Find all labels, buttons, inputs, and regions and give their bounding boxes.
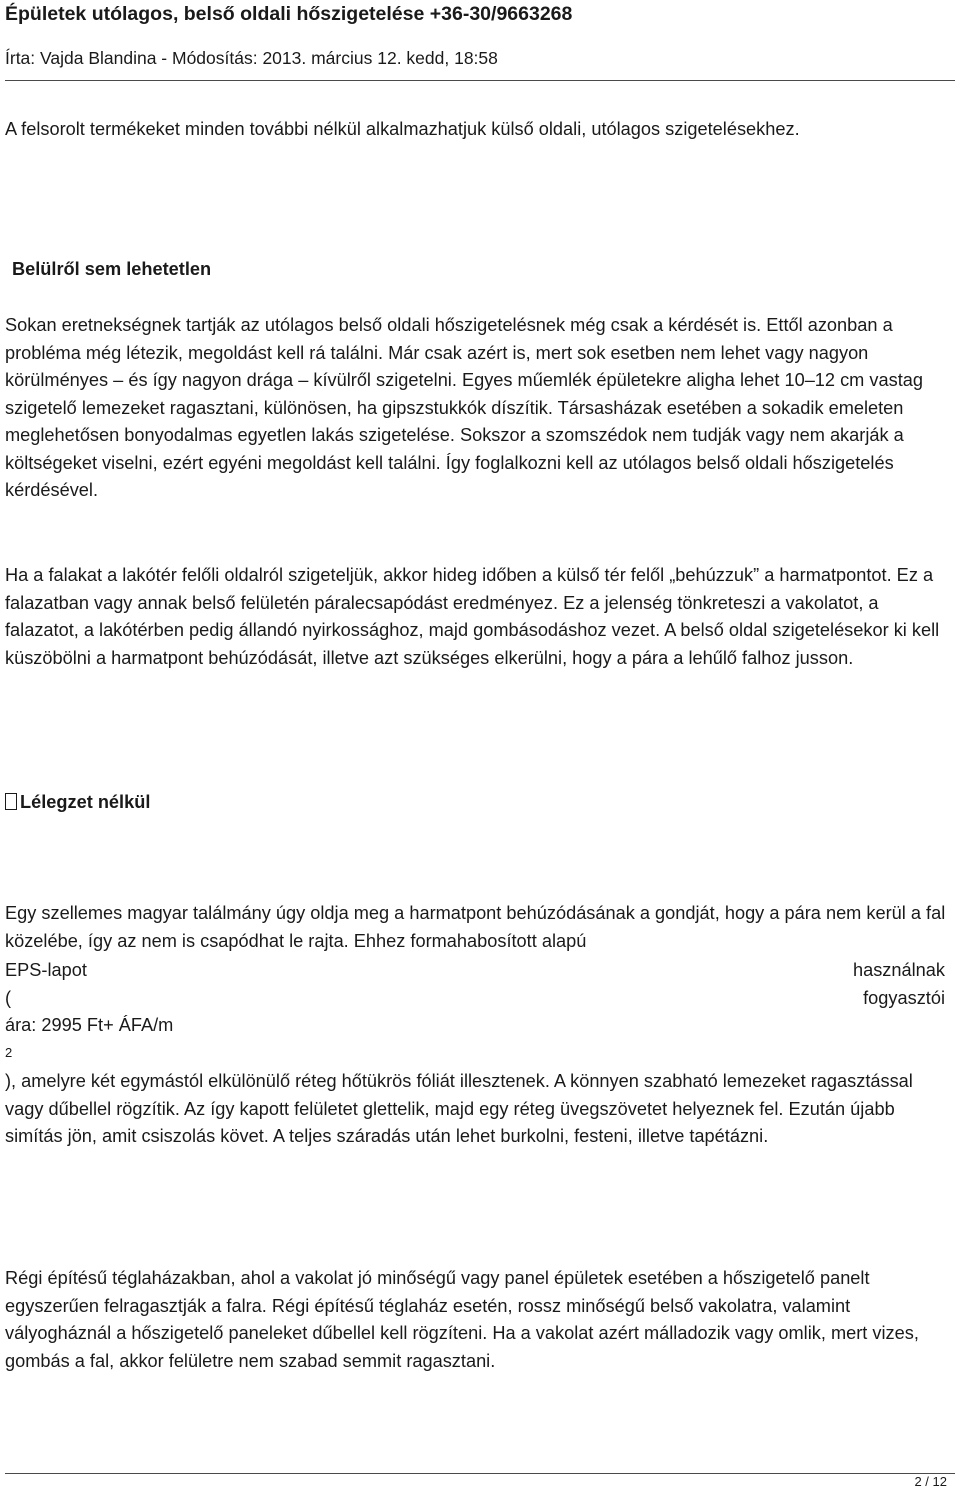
section1-paragraph-1: Sokan eretnekségnek tartják az utólagos belső oldali hőszigetelésnek még csak a kérdését is. Ettől azonban a probléma még létezik, megoldást kell rá találni. Már csak azért is, mert sok esetben nem lehet vagy nagyon körülményes – és így nagyon drága – kívülről szigetelni. Egyes műemlék épületekre aligha lehet 10–12 cm vastag szigetelő lemezeket ragasztani, különösen, ha gipszstukkók díszítik. Társasházak esetében a sokadik emeleten meglehetősen bonyodalmas egyetlen lakás szigetelése. Sokszor a szomszédok nem tudják vagy nem akarják a költségeket viselni, ezért egyéni megoldást kell találni. Így foglalkozni kell az utólagos belső oldali hőszigetelés kérdésével. xyxy=(5,315,923,500)
footer-divider xyxy=(5,1473,955,1474)
section2-split-line-b xyxy=(5,985,945,1013)
section2-split-line-a xyxy=(5,957,945,985)
section2-paragraph-3: Régi építésű téglaházakban, ahol a vakolat jó minőségű vagy panel épületek esetében a hőszigetelő panelt egyszerűen felragasztják a falra. Régi építésű téglaház esetén, rossz minőségű belső vakolatra, valamint vályogháznál a hőszigetelő paneleket dűbellel kell rögzíteni. Ha a vakolat azért málladozik vagy omlik, mert vizes, gombás a fal, akkor felületre nem szabad semmit ragasztani. xyxy=(5,1268,919,1371)
section-heading-breathless xyxy=(5,789,150,817)
split-line-b-right: fogyasztói xyxy=(863,988,945,1008)
author-byline: Írta: Vajda Blandina - Módosítás: 2013. március 12. kedd, 18:58 xyxy=(5,48,498,68)
split-line-a-right: használnak xyxy=(852,960,945,980)
section-heading-inside: Belülről sem lehetetlen xyxy=(12,259,212,279)
section1-paragraph-2: Ha a falakat a lakótér felőli oldalról szigeteljük, akkor hideg időben a külső tér felől „behúzzuk” a harmatpontot. Ez a falazatban vagy annak belső felületén páralecsapódást eredményez. Ez a jelenség tönkreteszi a vakolatot, a falazatot, a lakótérben pedig állandó nyirkossághoz, majd gombásodáshoz vezet. A belső oldal szigetelésekor ki kell küszöbölni a harmatpont behúzódását, illetve azt szükséges elkerülni, hogy a pára a lehűlő falhoz jusson. xyxy=(5,565,940,668)
split-line-b-left: ( xyxy=(5,988,12,1008)
header-divider xyxy=(5,80,955,81)
document-title: Épületek utólagos, belső oldali hőszigetelése +36-30/9663268 xyxy=(5,3,573,25)
price-line: ára: 2995 Ft+ ÁFA/m xyxy=(5,1015,174,1035)
document-page xyxy=(5,0,955,1490)
square-meter-superscript: 2 xyxy=(5,1045,13,1060)
missing-glyph-icon xyxy=(5,793,17,810)
section2-paragraph-1: Egy szellemes magyar találmány úgy oldja meg a harmatpont behúzódásának a gondját, hogy a pára nem kerül a fal közelébe, így az nem is csapódhat le rajta. Ehhez formahabosított alapú xyxy=(5,903,946,951)
intro-paragraph: A felsorolt termékeket minden további nélkül alkalmazhatjuk külső oldali, utólagos szigetelésekhez. xyxy=(5,119,800,139)
section-heading-text: Lélegzet nélkül xyxy=(20,792,151,812)
section2-paragraph-2: ), amelyre két egymástól elkülönülő réteg hőtükrös fóliát illesztenek. A könnyen szabható lemezeket ragasztással vagy dűbellel rögzítik. Az így kapott felületet glettelik, majd egy réteg üvegszövetet helyeznek fel. Ezután újabb simítás jön, amit csiszolás követ. A teljes száradás után lehet burkolni, festeni, illetve tapétázni. xyxy=(5,1071,913,1146)
split-line-a-left: EPS-lapot xyxy=(5,960,87,980)
page-number: 2 / 12 xyxy=(914,1474,947,1489)
